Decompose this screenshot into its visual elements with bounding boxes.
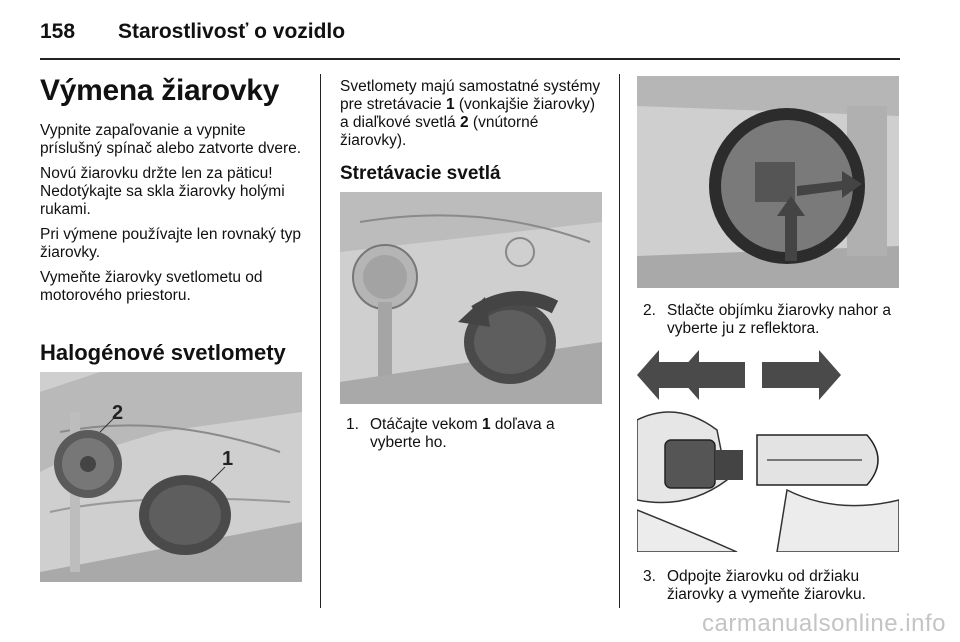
intro-text — [40, 122, 310, 312]
paragraph: Vypnite zapaľovanie a vypnite príslušný spínač alebo zatvorte dvere. — [40, 122, 302, 157]
bulb-holder-figure — [637, 76, 899, 288]
paragraph: Pri výmene používajte len rovnaký typ žiarovky. — [40, 226, 302, 261]
main-heading: Výmena žiarovky — [40, 74, 279, 107]
bold-ref: 1 — [445, 96, 455, 113]
intro-paragraph — [340, 78, 605, 150]
page-number: 158 — [40, 20, 76, 43]
step-text — [370, 416, 590, 452]
step-1 — [346, 416, 596, 456]
text-part: Otáčajte vekom — [370, 416, 482, 433]
bold-ref: 2 — [459, 114, 469, 131]
callout-1: 1 — [222, 448, 234, 470]
halogen-headlamp-figure — [40, 372, 302, 582]
column-divider-1 — [320, 74, 321, 608]
step-3 — [643, 568, 898, 608]
paragraph: Vymeňte žiarovky svetlometu od motorového priestoru. — [40, 269, 263, 304]
watermark: carmanualsonline.info — [702, 610, 946, 637]
step-number: 3. — [643, 568, 656, 585]
column-divider-2 — [619, 74, 620, 608]
halogen-heading: Halogénové svetlomety — [40, 340, 286, 365]
paragraph: Novú žiarovku držte len za päticu! Nedotýkajte sa skla žiarovky holými rukami. — [40, 165, 285, 218]
step-text: Odpojte žiarovku od držiaku žiarovky a vymeňte žiarovku. — [667, 568, 866, 603]
bulb-replacement-figure — [637, 340, 899, 552]
step-text: Stlačte objímku žiarovky nahor a vyberte ju z reflektora. — [667, 302, 891, 337]
bold-ref: 1 — [482, 416, 491, 433]
low-beam-heading: Stretávacie svetlá — [340, 163, 501, 184]
step-number: 1. — [346, 416, 359, 433]
header-rule — [40, 58, 900, 60]
text-part: doľava a vyberte ho. — [370, 416, 555, 451]
text-part: Svetlomety majú samostatné systémy pre stretávacie — [340, 78, 601, 113]
text-part: (vonkajšie žiarovky) a diaľkové svetlá — [340, 96, 595, 131]
section-title: Starostlivosť o vozidlo — [118, 20, 346, 43]
step-number: 2. — [643, 302, 656, 319]
text-part: (vnútorné žiarovky). — [340, 114, 539, 149]
step-2 — [643, 302, 898, 342]
low-beam-cover-figure — [340, 192, 602, 404]
callout-2: 2 — [112, 402, 124, 424]
